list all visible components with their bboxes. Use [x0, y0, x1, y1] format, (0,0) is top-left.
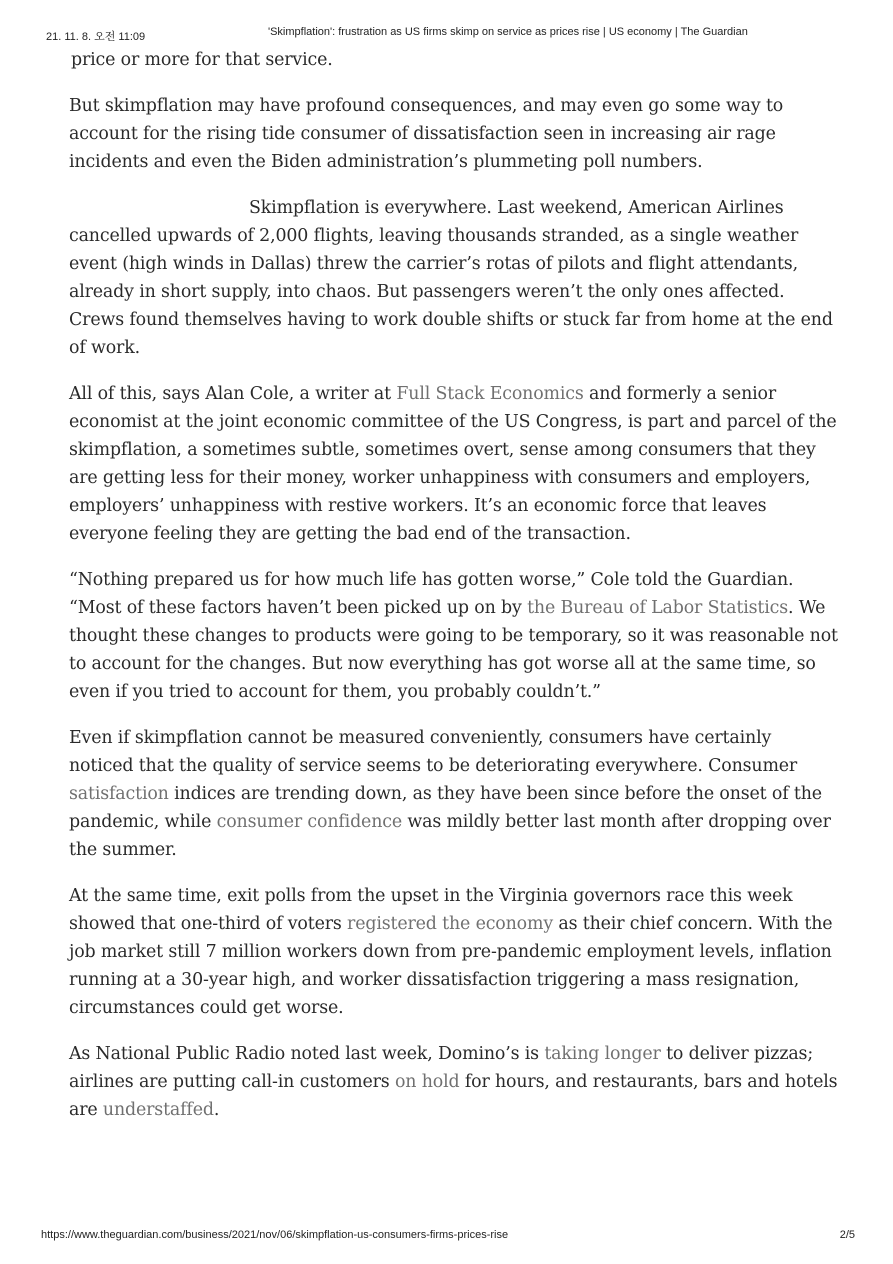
page-number: 2/5 — [839, 1229, 855, 1241]
paragraph-text: indices are trending down, as they have been since before the onset of the pandemic, while — [69, 784, 822, 832]
print-page-title: 'Skimpflation': frustration as US firms skimp on service as prices rise | US economy | The Guardian — [268, 26, 748, 38]
paragraph-text: All of this, says Alan Cole, a writer at — [69, 384, 397, 404]
paragraph-text: to deliver pizzas; airlines are putting call-in customers — [69, 1044, 814, 1092]
paragraph-text: was mildly better last month after dropping over the summer. — [69, 812, 831, 860]
full-stack-economics-link[interactable]: Full Stack Economics — [396, 384, 584, 404]
registered-the-economy-link[interactable]: registered the economy — [347, 914, 554, 934]
taking-longer-link[interactable]: taking longer — [544, 1044, 661, 1064]
understaffed-link[interactable]: understaffed — [102, 1100, 214, 1120]
print-date: 21. 11. 8. 오전 11:09 — [46, 31, 146, 43]
article-body — [69, 46, 839, 1142]
article-paragraph — [69, 724, 839, 864]
article-paragraph — [69, 380, 839, 548]
article-paragraph — [69, 566, 839, 706]
paragraph-text: At the same time, exit polls from the upset in the Virginia governors race this week showed that one-third of voters — [69, 886, 793, 934]
paragraph-text: . — [213, 1100, 220, 1120]
consumer-confidence-link[interactable]: consumer confidence — [216, 812, 402, 832]
print-url: https://www.theguardian.com/business/2021/nov/06/skimpflation-us-consumers-firms-prices-rise — [41, 1229, 509, 1241]
paragraph-text: for hours, and restaurants, bars and hotels are — [69, 1072, 838, 1120]
paragraph-text: and formerly a senior economist at the joint economic committee of the US Congress, is part and parcel of the skimpflation, a sometimes subtle, sometimes overt, sense among consumers that they are getting less for their money, worker unhappiness with consumers and employers, employers’ unhappiness with restive workers. It’s an economic force that leaves everyone feeling they are getting the bad end of the transaction. — [69, 384, 837, 544]
paragraph-text: “Nothing prepared us for how much life has gotten worse,” Cole told the Guardian. “Most of these factors haven’t been picked up on by — [69, 570, 794, 618]
on-hold-link[interactable]: on hold — [394, 1072, 460, 1092]
bureau-of-labor-statistics-link[interactable]: the Bureau of Labor Statistics — [527, 598, 789, 618]
paragraph-text: Even if skimpflation cannot be measured conveniently, consumers have certainly noticed that the quality of service seems to be deteriorating everywhere. Consumer — [69, 728, 798, 776]
paragraph-text: as their chief concern. With the job market still 7 million workers down from pre-pandemic employment levels, inflation running at a 30-year high, and worker dissatisfaction triggering a mass resignation, circumstances could get worse. — [69, 914, 833, 1018]
article-paragraph: price or more for that service. — [71, 50, 333, 70]
paragraph-text: As National Public Radio noted last week, Domino’s is — [69, 1044, 545, 1064]
article-paragraph — [69, 1040, 839, 1124]
article-paragraph: Skimpflation is everywhere. Last weekend, American Airlines cancelled upwards of 2,000 flights, leaving thousands stranded, as a single weather event (high winds in Dallas) threw the carrier’s rotas of pilots and flight attendants, already in short supply, into chaos. But passengers weren’t the only ones affected. Crews found themselves having to work double shifts or stuck far from home at the end of work. — [69, 198, 833, 358]
paragraph-text: . We thought these changes to products were going to be temporary, so it was reasonable not to account for the changes. But now everything has got worse all at the same time, so even if you tried to account for them, you probably couldn’t.” — [69, 598, 838, 702]
article-paragraph — [69, 882, 839, 1022]
satisfaction-link[interactable]: satisfaction — [69, 784, 169, 804]
article-paragraph: But skimpflation may have profound consequences, and may even go some way to account for the rising tide consumer of dissatisfaction seen in increasing air rage incidents and even the Biden administration’s plummeting poll numbers. — [69, 96, 784, 172]
